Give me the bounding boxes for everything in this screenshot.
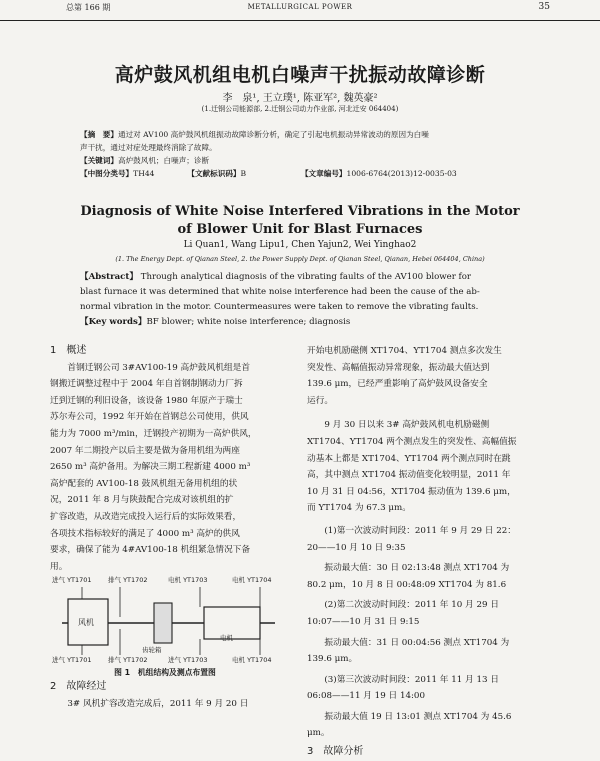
abstract-cn-line: 通过对 AV100 高炉鼓风机组振动故障诊断分析，确定了引起电机振动异常波动的原因为白噪 bbox=[117, 130, 429, 139]
paragraph-line: 能力为 7000 m³/min，迁钢投产初期为一高炉供风， bbox=[50, 428, 257, 439]
abstract-cn bbox=[80, 128, 545, 180]
paragraph-line: 突发性、高幅值振动异常现象，振动最大值达到 bbox=[307, 362, 490, 373]
title-en-line: of Blower Unit for Blast Furnaces bbox=[177, 222, 423, 237]
section-3-title: 3 故障分析 bbox=[307, 746, 364, 758]
probe-label: 进气 YT1701 bbox=[52, 656, 92, 664]
paragraph-line: 高，其中测点 XT1704 振动值变化较明显，2011 年 bbox=[307, 470, 511, 481]
paragraph-line: 运行。 bbox=[307, 395, 334, 406]
left-column-bottom bbox=[50, 679, 290, 712]
paragraph-line: 动基本上都是 XT1704、YT1704 两个测点同时在跳 bbox=[307, 453, 511, 464]
event-line: 振动最大值 19 日 13:01 测点 XT1704 为 45.6 bbox=[324, 711, 512, 722]
keywords-en: BF blower; white noise interference; diagnosis bbox=[146, 317, 351, 327]
keywords-cn-label: 【关键词】 bbox=[80, 156, 118, 165]
paragraph-line: 用。 bbox=[50, 561, 68, 572]
probe-label: 电机 YT1704 bbox=[232, 656, 272, 664]
article-no-value: 1006-6764(2013)12-0035-03 bbox=[346, 169, 457, 178]
event-line: 振动最大值：30 日 02:13:48 测点 XT1704 为 bbox=[324, 563, 510, 574]
probe-label: 电机 YT1704 bbox=[232, 576, 272, 584]
issue-number: 总第 166 期 bbox=[66, 3, 111, 12]
motor-label: 电机 bbox=[220, 634, 233, 642]
section-2-title: 2 故障经过 bbox=[50, 681, 107, 692]
affiliation-en: (1. The Energy Dept. of Qianan Steel, 2. the Power Supply Dept. of Qianan Steel, Qianan, Hebei 064404, China) bbox=[115, 255, 485, 263]
clc-label: 【中图分类号】 bbox=[80, 169, 134, 178]
abstract-cn-line: 声干扰，通过对症处理最终消除了故障。 bbox=[80, 143, 217, 152]
paragraph-line: 而 YT1704 为 67.3 μm。 bbox=[307, 503, 411, 514]
title-cn: 高炉鼓风机组电机白噪声干扰振动故障诊断 bbox=[114, 64, 486, 86]
figure-1 bbox=[50, 573, 285, 663]
paragraph-line: 各项技术指标较好的满足了 4000 m³ 高炉的供风 bbox=[50, 528, 240, 539]
doc-code-value: B bbox=[240, 169, 247, 178]
clc-value: TH44 bbox=[133, 169, 155, 178]
doc-code-label: 【文献标识码】 bbox=[187, 169, 241, 178]
paragraph-line: 钢搬迁调整过程中于 2004 年自首钢制钢动力厂拆 bbox=[50, 379, 243, 390]
paragraph-line: 迁到迁钢的利旧设备，该设备 1980 年原产于瑞士 bbox=[50, 395, 243, 406]
paragraph-line: 要求，确保了能为 4#AV100-18 机组紧急情况下备 bbox=[50, 545, 251, 556]
title-en-line: Diagnosis of White Noise Interfered Vibrations in the Motor bbox=[80, 204, 520, 219]
event-line: (2)第二次波动时间段：2011 年 10 月 29 日 bbox=[324, 600, 499, 611]
affiliation-cn: (1.迁钢公司能源部, 2.迁钢公司动力作业部, 河北迁安 064404) bbox=[201, 105, 399, 113]
paragraph-line: 139.6 μm，已经严重影响了高炉鼓风设备安全 bbox=[307, 379, 488, 390]
authors-en: Li Quan1, Wang Lipu1, Chen Yajun2, Wei Yinghao2 bbox=[183, 240, 417, 250]
classification-row bbox=[80, 167, 545, 180]
keywords-cn: 高炉鼓风机；白噪声；诊断 bbox=[117, 156, 210, 165]
section-1-title: 1 概述 bbox=[50, 345, 87, 356]
event-line: μm。 bbox=[307, 728, 330, 739]
paragraph-line: 况，2011 年 8 月与陕鼓配合完成对该机组的扩 bbox=[50, 495, 234, 506]
event-line: 10:07——10 月 31 日 9:15 bbox=[307, 616, 420, 627]
left-column bbox=[50, 343, 290, 575]
event-line: 20——10 月 10 日 9:35 bbox=[307, 542, 406, 553]
event-line: (3)第三次波动时间段：2011 年 11 月 13 日 bbox=[324, 674, 499, 685]
abstract-en-line: normal vibration in the motor. Countermeasures were taken to remove the vibrating faults. bbox=[80, 302, 479, 312]
paragraph-line: 扩容改造，从改造完成投入运行后的实际效果看， bbox=[50, 511, 242, 522]
probe-label: 电机 YT1703 bbox=[168, 576, 208, 584]
paragraph-line: 首钢迁钢公司 3#AV100-19 高炉鼓风机组是首 bbox=[67, 362, 251, 373]
paragraph-line: 3# 风机扩容改造完成后，2011 年 9 月 20 日 bbox=[67, 698, 249, 709]
authors-cn: 李 泉¹, 王立璞¹, 陈亚军², 魏英豪² bbox=[222, 93, 378, 104]
probe-label: 进气 YT1701 bbox=[52, 576, 92, 584]
paragraph-line: 高炉配套的 AV100-18 鼓风机组无备用机组的状 bbox=[50, 478, 238, 489]
fan-label: 风机 bbox=[78, 618, 94, 627]
event-line: (1)第一次波动时间段：2011 年 9 月 29 日 22： bbox=[324, 525, 516, 536]
paragraph-line: 2007 年二期投产以后主要是做为备用机组为两座 bbox=[50, 445, 240, 456]
article-no-label: 【文章编号】 bbox=[300, 169, 347, 178]
journal-name: METALLURGICAL POWER bbox=[247, 3, 353, 11]
abstract-en-line: Through analytical diagnosis of the vibrating faults of the AV100 blower for bbox=[140, 272, 472, 282]
gearbox-shape bbox=[154, 603, 172, 643]
paragraph-line: 2650 m³ 高炉备用。为解决三期工程新建 4000 m³ bbox=[50, 462, 251, 473]
paragraph-line: 9 月 30 日以来 3# 高炉鼓风机电机励磁侧 bbox=[324, 420, 490, 431]
abstract-en-label: 【Abstract】 bbox=[80, 272, 138, 282]
gearbox-label: 齿轮箱 bbox=[142, 646, 162, 654]
running-header bbox=[0, 0, 600, 21]
event-line: 80.2 μm，10 月 8 日 00:48:09 XT1704 为 81.6 bbox=[307, 579, 507, 590]
right-column bbox=[307, 343, 547, 761]
probe-label: 进气 YT1703 bbox=[168, 656, 208, 664]
probe-label: 排气 YT1702 bbox=[108, 656, 148, 664]
keywords-en-label: 【Key words】 bbox=[80, 317, 147, 327]
paragraph-line: 10 月 31 日 04:56，XT1704 振动值为 139.6 μm， bbox=[307, 486, 516, 497]
paragraph-line: 苏尔寿公司，1992 年开始在首钢总公司使用，供风 bbox=[50, 412, 249, 423]
probe-label: 排气 YT1702 bbox=[108, 576, 148, 584]
event-line: 振动最大值：31 日 00:04:56 测点 XT1704 为 bbox=[324, 637, 510, 648]
abstract-cn-label: 【摘 要】 bbox=[80, 130, 118, 139]
abstract-en-line: blast furnace it was determined that white noise interference had been the cause of the ab- bbox=[80, 287, 480, 297]
paragraph-line: XT1704、YT1704 两个测点发生的突发性、高幅值振 bbox=[307, 436, 517, 447]
event-line: 06:08——11 月 19 日 14:00 bbox=[307, 691, 425, 702]
paragraph-line: 开始电机励磁侧 XT1704、YT1704 测点多次发生 bbox=[307, 346, 502, 356]
figure-1-caption: 图 1 机组结构及测点布置图 bbox=[114, 668, 216, 677]
page-number: 35 bbox=[538, 2, 550, 12]
event-line: 139.6 μm。 bbox=[307, 654, 358, 665]
abstract-en bbox=[80, 270, 548, 330]
